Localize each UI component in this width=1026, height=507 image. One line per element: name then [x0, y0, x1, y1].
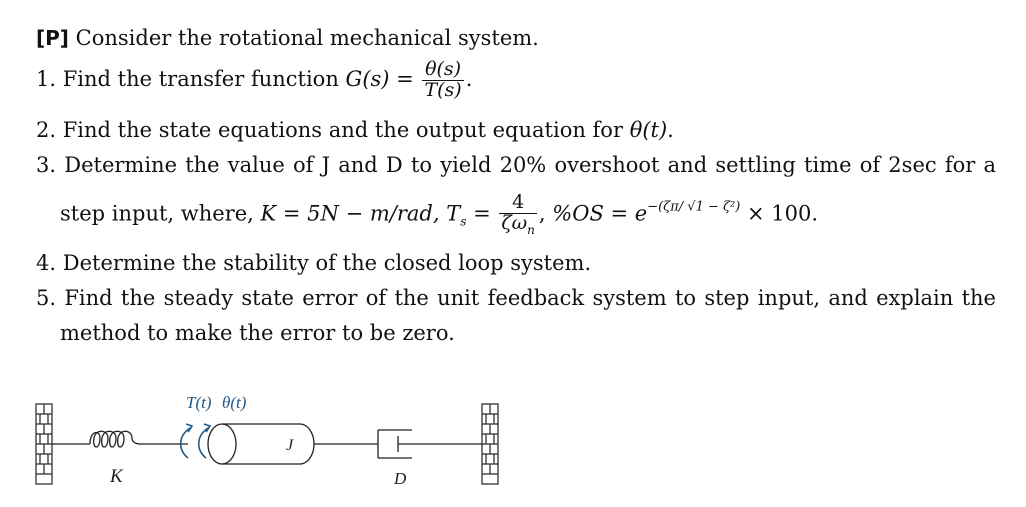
comma: ,: [538, 201, 546, 226]
item-5-line-1: [36, 288, 996, 309]
function-name: G: [345, 66, 363, 91]
transfer-function-fraction: [422, 60, 463, 101]
torque-arrow: [181, 424, 210, 458]
settling-time-denominator: $\zeta\omega_n$: [501, 211, 535, 237]
inertia-disk: [208, 424, 314, 464]
right-wall: [482, 404, 498, 484]
left-wall: [36, 404, 52, 484]
problem-tag: [P]: [36, 26, 69, 50]
settling-time-symbol: T: [446, 201, 461, 226]
spring-constant-expr: K = 5N − m/rad,: [260, 201, 440, 226]
settling-time-sub: s: [460, 214, 467, 229]
equals-sign: =: [473, 201, 491, 226]
item-3-line-2: [60, 193, 818, 237]
overshoot-exponent: −(ζπ/ √1 − ζ²): [647, 199, 741, 215]
rotational-system-diagram: [0, 380, 560, 505]
spring: [52, 431, 188, 447]
item-number: 1.: [36, 66, 57, 91]
damper: [378, 430, 482, 458]
item-text: Find the transfer function: [62, 66, 339, 91]
torque-label: T(t): [186, 393, 212, 412]
damper-label: D: [394, 469, 407, 488]
spring-label: K: [110, 466, 123, 487]
item-2: [36, 120, 674, 141]
item-text: Find the steady state error of the unit feedback system to step input, and explain the: [64, 286, 996, 310]
item-number: 4.: [36, 251, 57, 275]
item-end: .: [465, 66, 473, 91]
fraction-denominator: T(s): [424, 78, 462, 101]
settling-time-numerator: 4: [499, 193, 537, 214]
item-5-line-2: [60, 323, 455, 344]
item-number: 3.: [36, 153, 57, 177]
item-number: 2.: [36, 118, 57, 142]
item-1: [36, 60, 472, 101]
item-text: step input, where,: [60, 201, 254, 226]
item-text: Determine the stability of the closed loop system.: [62, 251, 592, 275]
item-number: 5.: [36, 286, 57, 310]
item-text: method to make the error to be zero.: [60, 321, 455, 345]
settling-time-fraction: [499, 193, 537, 237]
angle-label: θ(t): [222, 393, 247, 412]
inertia-label: J: [286, 437, 294, 454]
fraction-numerator: θ(s): [422, 60, 463, 81]
item-end: .: [667, 118, 674, 142]
problem-header: [36, 28, 539, 49]
item-text: Determine the value of J and D to yield 20% overshoot and settling time of 2sec for a: [64, 153, 996, 177]
problem-title: Consider the rotational mechanical system.: [75, 26, 539, 50]
item-text: Find the state equations and the output equation for: [62, 118, 623, 142]
overshoot-expr: %OS = e: [552, 201, 648, 226]
item-3-line-1: [36, 155, 996, 176]
function-arg: (s) =: [362, 66, 414, 91]
overshoot-tail: × 100.: [747, 201, 819, 226]
item-4: [36, 253, 591, 274]
output-variable: θ(t): [629, 118, 668, 142]
